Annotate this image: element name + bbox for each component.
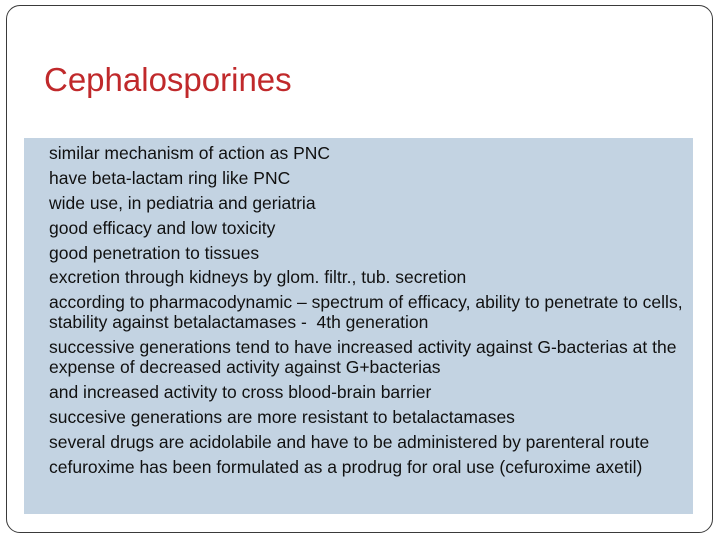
bullet-item: similar mechanism of action as PNC	[49, 143, 331, 163]
bullet-item: cefuroxime has been formulated as a prodrug for oral use (cefuroxime axetil)	[49, 456, 643, 477]
bullet-item: excretion through kidneys by glom. filtr., tub. secretion	[49, 267, 467, 288]
slide-title: Cephalosporines	[44, 61, 292, 98]
bullet-list	[49, 143, 689, 477]
content-box	[24, 138, 693, 514]
bullet-item: have beta-lactam ring like PNC	[49, 167, 291, 188]
bullet-item: wide use, in pediatria and geriatria	[49, 192, 316, 213]
bullet-item: good penetration to tissues	[49, 242, 260, 263]
bullet-item: according to pharmacodynamic – spectrum of efficacy, ability to penetrate to cells, stability against betalactamases - 4th generation	[49, 292, 683, 333]
bullet-item: several drugs are acidolabile and have to be administered by parenteral route	[49, 431, 650, 452]
bullet-item: succesive generations are more resistant to betalactamases	[49, 407, 515, 428]
bullet-item: successive generations tend to have increased activity against G-bacterias at the expense of decreased activity against G+bacterias	[49, 337, 677, 378]
bullet-item: good efficacy and low toxicity	[49, 217, 276, 238]
bullet-item: and increased activity to cross blood-brain barrier	[49, 382, 432, 403]
